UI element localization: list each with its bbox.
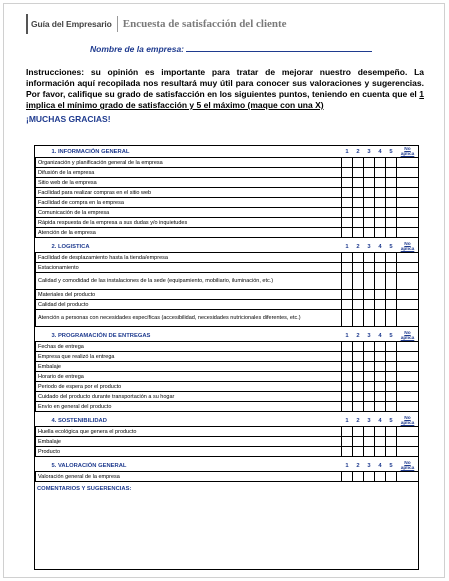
not-applicable-cell[interactable] xyxy=(397,352,419,362)
rating-cell[interactable] xyxy=(353,208,364,218)
scale-number: 5 xyxy=(389,417,393,424)
rating-cell[interactable] xyxy=(364,447,375,457)
rating-cell[interactable] xyxy=(353,273,364,290)
rating-cell[interactable] xyxy=(364,218,375,228)
rating-cell[interactable] xyxy=(375,263,386,273)
rating-cell[interactable] xyxy=(342,382,353,392)
rating-cell[interactable] xyxy=(375,290,386,300)
section-title: 1. INFORMACIÓN GENERAL xyxy=(51,148,130,155)
rating-cell[interactable] xyxy=(353,382,364,392)
not-applicable-cell[interactable] xyxy=(397,392,419,402)
rating-cell[interactable] xyxy=(375,362,386,372)
na-line2: aplica xyxy=(400,151,415,157)
rating-cell[interactable] xyxy=(386,372,397,382)
not-applicable-cell[interactable] xyxy=(397,427,419,437)
table-row xyxy=(36,198,419,208)
table-row xyxy=(36,372,419,382)
rating-cell[interactable] xyxy=(364,168,375,178)
scale-number: 3 xyxy=(367,148,371,155)
not-applicable-label xyxy=(397,146,419,158)
not-applicable-cell[interactable] xyxy=(397,372,419,382)
rating-cell[interactable] xyxy=(375,273,386,290)
rating-cell[interactable] xyxy=(342,392,353,402)
rating-cell[interactable] xyxy=(342,178,353,188)
instructions-scale-note: 1 implica el mínimo grado de satisfacción y 5 el máximo (maque con una X) xyxy=(26,89,424,110)
rating-cell[interactable] xyxy=(364,188,375,198)
not-applicable-cell[interactable] xyxy=(397,208,419,218)
company-name-field[interactable] xyxy=(90,43,372,54)
rating-cell[interactable] xyxy=(375,208,386,218)
rating-cell[interactable] xyxy=(342,188,353,198)
rating-cell[interactable] xyxy=(342,402,353,412)
rating-cell[interactable] xyxy=(342,300,353,310)
rating-cell[interactable] xyxy=(364,310,375,327)
rating-cell[interactable] xyxy=(353,352,364,362)
question-label: Embalaje xyxy=(36,362,342,372)
scale-number: 4 xyxy=(378,148,382,155)
table-row xyxy=(36,382,419,392)
rating-cell[interactable] xyxy=(375,310,386,327)
not-applicable-cell[interactable] xyxy=(397,228,419,238)
rating-cell[interactable] xyxy=(342,198,353,208)
rating-cell[interactable] xyxy=(364,352,375,362)
question-label: Atención a personas con necesidades específicas (accesibilidad, necesidades nutricionales diferentes, etc.) xyxy=(36,310,342,327)
table-row xyxy=(36,188,419,198)
table-row xyxy=(36,158,419,168)
rating-cell[interactable] xyxy=(386,362,397,372)
rating-cell[interactable] xyxy=(375,427,386,437)
rating-cell[interactable] xyxy=(364,402,375,412)
table-row xyxy=(36,352,419,362)
document-header xyxy=(26,14,287,34)
rating-cell[interactable] xyxy=(375,447,386,457)
scale-number: 3 xyxy=(367,417,371,424)
logo-mark-icon xyxy=(26,14,28,34)
rating-cell[interactable] xyxy=(353,427,364,437)
section-title: 5. VALORACIÓN GENERAL xyxy=(51,462,127,469)
document-title: Encuesta de satisfacción del cliente xyxy=(122,18,287,30)
question-label: Calidad y comodidad de las instalaciones de la sede (equipamiento, mobiliario, iluminación, etc.) xyxy=(36,273,342,290)
not-applicable-cell[interactable] xyxy=(397,447,419,457)
rating-cell[interactable] xyxy=(353,188,364,198)
rating-cell[interactable] xyxy=(342,427,353,437)
rating-cell[interactable] xyxy=(364,472,375,482)
rating-cell[interactable] xyxy=(353,472,364,482)
rating-cell[interactable] xyxy=(353,263,364,273)
rating-cell[interactable] xyxy=(386,402,397,412)
rating-cell[interactable] xyxy=(386,188,397,198)
table-row xyxy=(36,168,419,178)
comments-label: COMENTARIOS Y SUGERENCIAS: xyxy=(37,486,132,492)
rating-cell[interactable] xyxy=(386,342,397,352)
rating-cell[interactable] xyxy=(386,218,397,228)
question-label: Facilidad de compra en la empresa xyxy=(36,198,342,208)
rating-cell[interactable] xyxy=(353,178,364,188)
not-applicable-cell[interactable] xyxy=(397,290,419,300)
not-applicable-cell[interactable] xyxy=(397,310,419,327)
rating-cell[interactable] xyxy=(375,382,386,392)
rating-cell[interactable] xyxy=(353,218,364,228)
rating-cell[interactable] xyxy=(353,392,364,402)
rating-cell[interactable] xyxy=(386,253,397,263)
rating-cell[interactable] xyxy=(375,472,386,482)
not-applicable-cell[interactable] xyxy=(397,198,419,208)
rating-cell[interactable] xyxy=(342,273,353,290)
rating-cell[interactable] xyxy=(364,198,375,208)
question-label: Difusión de la empresa xyxy=(36,168,342,178)
scale-number: 2 xyxy=(356,417,360,424)
question-label: Envío en general del producto xyxy=(36,402,342,412)
scale-number: 1 xyxy=(345,243,349,250)
rating-cell[interactable] xyxy=(375,188,386,198)
logo-text: Guía del Empresario xyxy=(31,19,112,29)
rating-cell[interactable] xyxy=(386,352,397,362)
table-row xyxy=(36,178,419,188)
question-label: Periodo de espera por el producto xyxy=(36,382,342,392)
rating-cell[interactable] xyxy=(375,218,386,228)
scale-number: 2 xyxy=(356,243,360,250)
rating-table xyxy=(35,146,419,482)
table-row xyxy=(36,300,419,310)
rating-cell[interactable] xyxy=(342,208,353,218)
instructions-text: Instrucciones: su opinión es importante para tratar de mejorar nuestro desempeño. La información aquí recopilada nos resultará muy útil para conocer sus valoraciones y sugerencias. Por favor, califique su grado de satisfacción en los siguientes puntos, teniendo en cuenta que el xyxy=(26,67,424,99)
scale-number: 4 xyxy=(378,417,382,424)
question-label: Cuidado del producto durante transportación a su hogar xyxy=(36,392,342,402)
rating-cell[interactable] xyxy=(386,263,397,273)
scale-number: 5 xyxy=(389,243,393,250)
rating-cell[interactable] xyxy=(386,178,397,188)
not-applicable-cell[interactable] xyxy=(397,168,419,178)
rating-cell[interactable] xyxy=(375,158,386,168)
rating-cell[interactable] xyxy=(353,342,364,352)
question-label: Rápida respuesta de la empresa a sus dudas y/o inquietudes xyxy=(36,218,342,228)
question-label: Calidad del producto xyxy=(36,300,342,310)
not-applicable-cell[interactable] xyxy=(397,300,419,310)
scale-number: 4 xyxy=(378,332,382,339)
rating-cell[interactable] xyxy=(375,342,386,352)
rating-cell[interactable] xyxy=(375,352,386,362)
scale-number: 3 xyxy=(367,462,371,469)
rating-cell[interactable] xyxy=(375,253,386,263)
not-applicable-label xyxy=(397,330,419,342)
rating-cell[interactable] xyxy=(375,178,386,188)
rating-cell[interactable] xyxy=(353,362,364,372)
rating-cell[interactable] xyxy=(375,437,386,447)
not-applicable-cell[interactable] xyxy=(397,402,419,412)
table-row xyxy=(36,218,419,228)
question-label: Facilidad de desplazamiento hasta la tienda/empresa xyxy=(36,253,342,263)
scale-number: 2 xyxy=(356,148,360,155)
rating-cell[interactable] xyxy=(342,168,353,178)
na-line2: aplica xyxy=(400,420,415,426)
rating-cell[interactable] xyxy=(342,447,353,457)
question-label: Producto xyxy=(36,447,342,457)
rating-cell[interactable] xyxy=(342,472,353,482)
rating-cell[interactable] xyxy=(386,158,397,168)
question-label: Facilidad para realizar compras en el sitio web xyxy=(36,188,342,198)
question-label: Sitio web de la empresa xyxy=(36,178,342,188)
section-header-row xyxy=(36,241,419,253)
rating-cell[interactable] xyxy=(342,263,353,273)
scale-number: 1 xyxy=(345,417,349,424)
rating-cell[interactable] xyxy=(353,437,364,447)
rating-cell[interactable] xyxy=(364,300,375,310)
question-label: Organización y planificación general de la empresa xyxy=(36,158,342,168)
table-row xyxy=(36,342,419,352)
rating-cell[interactable] xyxy=(342,342,353,352)
instructions-paragraph xyxy=(26,67,424,111)
not-applicable-cell[interactable] xyxy=(397,158,419,168)
rating-cell[interactable] xyxy=(386,392,397,402)
scale-number: 5 xyxy=(389,462,393,469)
rating-cell[interactable] xyxy=(386,208,397,218)
table-row xyxy=(36,228,419,238)
rating-cell[interactable] xyxy=(364,392,375,402)
not-applicable-cell[interactable] xyxy=(397,178,419,188)
rating-cell[interactable] xyxy=(386,447,397,457)
rating-cell[interactable] xyxy=(353,402,364,412)
rating-cell[interactable] xyxy=(386,168,397,178)
rating-cell[interactable] xyxy=(375,198,386,208)
table-row xyxy=(36,402,419,412)
section-title: 4. SOSTENIBILIDAD xyxy=(51,417,107,424)
rating-cell[interactable] xyxy=(353,168,364,178)
company-name-blank-line[interactable] xyxy=(186,43,372,52)
not-applicable-cell[interactable] xyxy=(397,188,419,198)
rating-cell[interactable] xyxy=(364,437,375,447)
table-row xyxy=(36,392,419,402)
not-applicable-cell[interactable] xyxy=(397,362,419,372)
not-applicable-cell[interactable] xyxy=(397,382,419,392)
scale-number: 5 xyxy=(389,332,393,339)
rating-cell[interactable] xyxy=(353,310,364,327)
rating-cell[interactable] xyxy=(386,310,397,327)
rating-cell[interactable] xyxy=(364,290,375,300)
rating-cell[interactable] xyxy=(353,253,364,263)
question-label: Empresa que realizó la entrega xyxy=(36,352,342,362)
scale-number: 1 xyxy=(345,462,349,469)
rating-cell[interactable] xyxy=(375,300,386,310)
section-header-row xyxy=(36,146,419,158)
rating-cell[interactable] xyxy=(364,362,375,372)
na-line1: No xyxy=(404,330,411,336)
rating-cell[interactable] xyxy=(364,427,375,437)
rating-cell[interactable] xyxy=(342,372,353,382)
rating-cell[interactable] xyxy=(353,158,364,168)
question-label: Atención de la empresa xyxy=(36,228,342,238)
rating-cell[interactable] xyxy=(386,472,397,482)
rating-cell[interactable] xyxy=(386,300,397,310)
survey-form-box xyxy=(34,145,419,570)
rating-cell[interactable] xyxy=(386,273,397,290)
scale-number: 1 xyxy=(345,332,349,339)
rating-cell[interactable] xyxy=(364,178,375,188)
rating-cell[interactable] xyxy=(386,382,397,392)
rating-cell[interactable] xyxy=(364,382,375,392)
question-label: Comunicación de la empresa xyxy=(36,208,342,218)
na-line1: No xyxy=(404,146,411,152)
not-applicable-label xyxy=(397,415,419,427)
rating-cell[interactable] xyxy=(353,300,364,310)
na-line1: No xyxy=(404,460,411,466)
question-label: Valoración general de la empresa xyxy=(36,472,342,482)
rating-cell[interactable] xyxy=(342,253,353,263)
not-applicable-cell[interactable] xyxy=(397,472,419,482)
scale-number: 4 xyxy=(378,462,382,469)
rating-cell[interactable] xyxy=(375,372,386,382)
not-applicable-cell[interactable] xyxy=(397,342,419,352)
rating-cell[interactable] xyxy=(375,228,386,238)
scale-number: 3 xyxy=(367,332,371,339)
table-row xyxy=(36,310,419,327)
scale-number: 1 xyxy=(345,148,349,155)
na-line2: aplica xyxy=(400,246,415,252)
table-row xyxy=(36,362,419,372)
question-label: Horario de entrega xyxy=(36,372,342,382)
not-applicable-label xyxy=(397,460,419,472)
rating-cell[interactable] xyxy=(353,228,364,238)
rating-cell[interactable] xyxy=(353,198,364,208)
table-row xyxy=(36,472,419,482)
table-row xyxy=(36,427,419,437)
rating-cell[interactable] xyxy=(386,290,397,300)
rating-cell[interactable] xyxy=(364,253,375,263)
not-applicable-cell[interactable] xyxy=(397,218,419,228)
rating-cell[interactable] xyxy=(353,447,364,457)
section-header-row xyxy=(36,330,419,342)
question-label: Fechas de entrega xyxy=(36,342,342,352)
rating-cell[interactable] xyxy=(342,218,353,228)
question-label: Huella ecológica que genera el producto xyxy=(36,427,342,437)
rating-cell[interactable] xyxy=(364,273,375,290)
header-divider xyxy=(117,16,118,32)
not-applicable-cell[interactable] xyxy=(397,253,419,263)
scale-number: 2 xyxy=(356,332,360,339)
na-line1: No xyxy=(404,241,411,247)
na-line2: aplica xyxy=(400,465,415,471)
na-line2: aplica xyxy=(400,335,415,341)
rating-cell[interactable] xyxy=(342,158,353,168)
scale-number: 2 xyxy=(356,462,360,469)
scale-number: 4 xyxy=(378,243,382,250)
rating-cell[interactable] xyxy=(342,228,353,238)
rating-cell[interactable] xyxy=(364,158,375,168)
rating-cell[interactable] xyxy=(364,372,375,382)
na-line1: No xyxy=(404,415,411,421)
thanks-text: ¡MUCHAS GRACIAS! xyxy=(26,114,111,124)
table-row xyxy=(36,263,419,273)
question-label: Materiales del producto xyxy=(36,290,342,300)
table-row xyxy=(36,447,419,457)
table-row xyxy=(36,273,419,290)
rating-cell[interactable] xyxy=(342,310,353,327)
rating-cell[interactable] xyxy=(364,228,375,238)
rating-cell[interactable] xyxy=(364,263,375,273)
rating-cell[interactable] xyxy=(375,402,386,412)
rating-cell[interactable] xyxy=(342,362,353,372)
company-name-label: Nombre de la empresa: xyxy=(90,44,185,54)
rating-cell[interactable] xyxy=(353,372,364,382)
table-row xyxy=(36,290,419,300)
table-row xyxy=(36,437,419,447)
section-header-row xyxy=(36,415,419,427)
rating-cell[interactable] xyxy=(353,290,364,300)
rating-cell[interactable] xyxy=(342,352,353,362)
rating-cell[interactable] xyxy=(386,437,397,447)
rating-cell[interactable] xyxy=(364,342,375,352)
rating-cell[interactable] xyxy=(386,228,397,238)
not-applicable-cell[interactable] xyxy=(397,273,419,290)
section-header-row xyxy=(36,460,419,472)
scale-number: 5 xyxy=(389,148,393,155)
not-applicable-cell[interactable] xyxy=(397,263,419,273)
question-label: Estacionamiento xyxy=(36,263,342,273)
question-label: Embalaje xyxy=(36,437,342,447)
scale-number: 3 xyxy=(367,243,371,250)
rating-cell[interactable] xyxy=(386,427,397,437)
rating-cell[interactable] xyxy=(375,392,386,402)
not-applicable-label xyxy=(397,241,419,253)
rating-cell[interactable] xyxy=(342,437,353,447)
table-row xyxy=(36,253,419,263)
rating-cell[interactable] xyxy=(364,208,375,218)
rating-cell[interactable] xyxy=(342,290,353,300)
section-title: 2. LOGISTICA xyxy=(51,243,90,250)
rating-cell[interactable] xyxy=(375,168,386,178)
section-title: 3. PROGRAMACIÓN DE ENTREGAS xyxy=(51,332,151,339)
not-applicable-cell[interactable] xyxy=(397,437,419,447)
table-row xyxy=(36,208,419,218)
rating-cell[interactable] xyxy=(386,198,397,208)
